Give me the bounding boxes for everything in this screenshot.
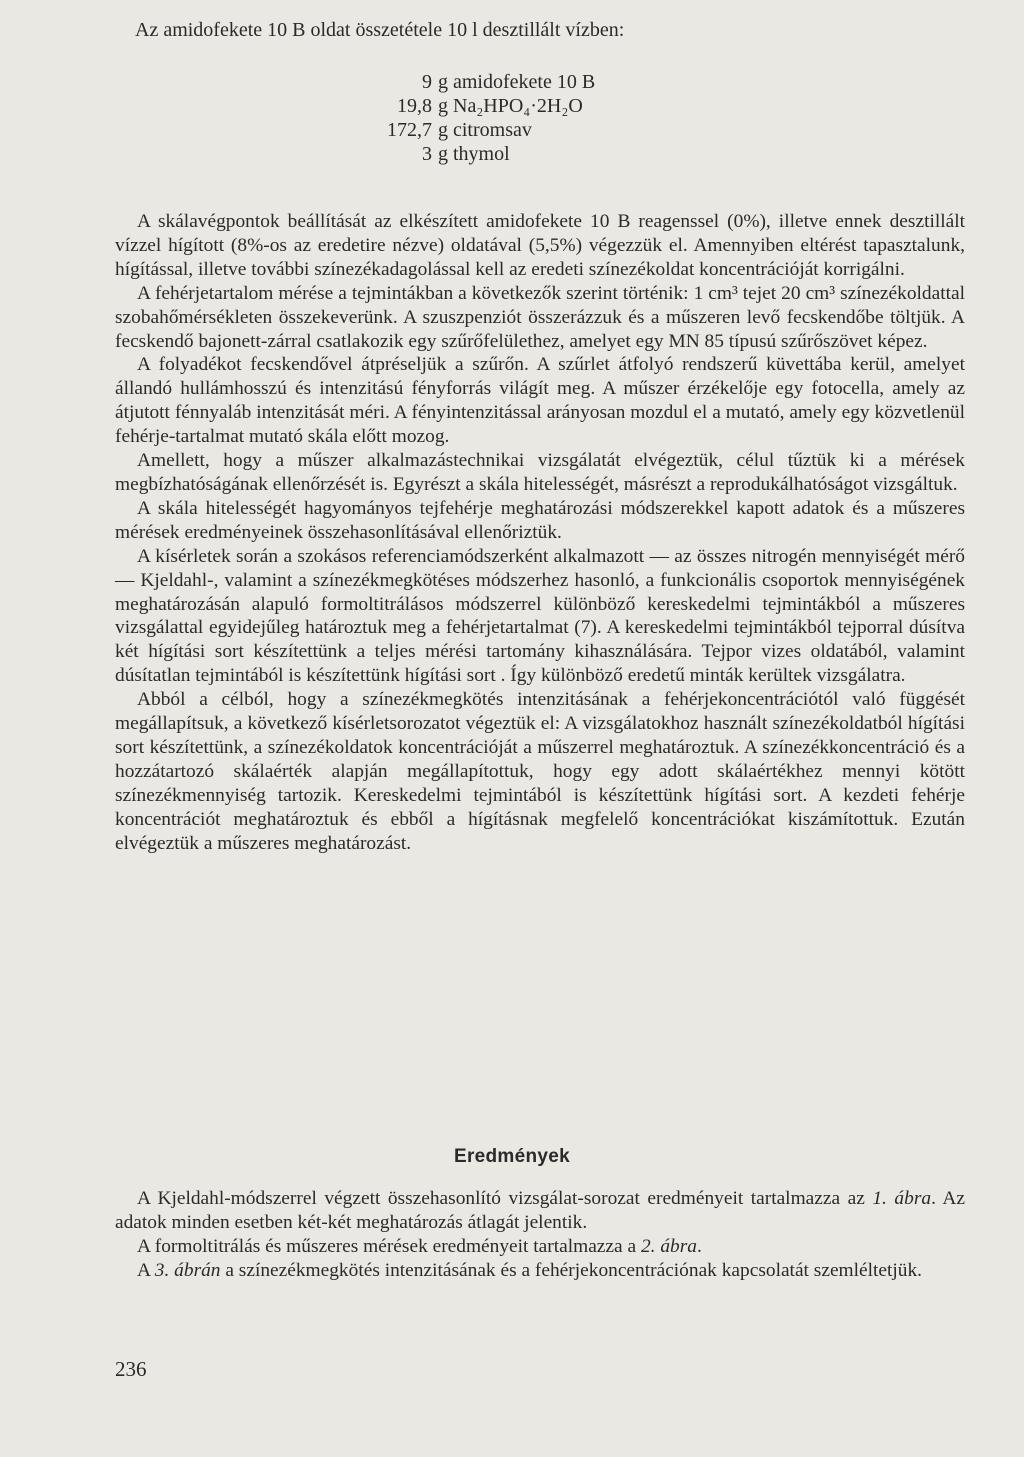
results-text-before: A formoltitrálás és műszeres mérések eredményeit tartalmazza a: [137, 1235, 641, 1257]
recipe-item: [358, 94, 595, 118]
section-heading: Eredmények: [453, 1146, 570, 1167]
body-text: [115, 210, 965, 855]
paragraph: A folyadékot fecskendővel átpréseljük a szűrőn. A szűrlet átfolyó rendszerű küvettába kerül, amelyet állandó hullámhosszú és intenzitású fényforrás világít meg. A műszer érzékelője egy fotocella, amely az átjutott fénnyaláb intenzitását méri. A fényintenzitással arányosan mozdul el a mutató, amely egy közvetlenül fehérje-tartalmat mutató skála előtt mozog.: [115, 354, 965, 448]
recipe-quantity: 3: [422, 143, 432, 165]
paragraph: Abból a célból, hogy a színezékmegkötés intenzitásának a fehérjekoncentrációtól való függését megállapítsuk, a következő kísérletsorozatot végeztük el: A vizsgálatokhoz használt színezékoldatból hígítási sort készítettünk, a színezékoldatok koncentrációját a műszerrel meghatároztuk. A színezékkoncentráció és a hozzátartozó skálaérték alapján megállapítottuk, hogy egy adott skálaértékhez mennyi kötött színezékmennyiség tartozik. Kereskedelmi tejmintából is készítettünk hígítási sort. A kezdeti fehérje koncentrációt meghatároztuk és ebből a hígításnak megfelelő koncentrációkat kiszámítottuk. Ezután elvégeztük a műszeres meghatározást.: [115, 689, 965, 854]
recipe-ingredient: g amidofekete 10 B: [438, 71, 596, 93]
paragraph: A skála hitelességét hagyományos tejfehérje meghatározási módszerekkel kapott adatok és a műszeres mérések eredményeinek összehasonlításával ellenőriztük.: [115, 497, 965, 543]
results-text-after: .: [696, 1235, 702, 1257]
results-text: [115, 1187, 965, 1283]
recipe-quantity: 172,7: [387, 119, 432, 141]
results-paragraph: [115, 1187, 965, 1235]
paragraph: Amellett, hogy a műszer alkalmazástechnikai vizsgálatát elvégeztük, célul tűztük ki a mérések megbízhatóságának ellenőrzését is. Egyrészt a skála hitelességét, másrészt a reprodukálhatóságot vizsgáltuk.: [115, 450, 965, 495]
results-text-before: A Kjeldahl-módszerrel végzett összehasonlító vizsgálat-sorozat eredményeit tartalmazza az: [137, 1188, 873, 1209]
recipe-list: [358, 70, 595, 166]
figure-reference: 1. ábra: [872, 1188, 932, 1209]
recipe-item: [358, 142, 595, 166]
results-text-after: . Az adatok minden esetben két-két meghatározás átlagát jelentik.: [115, 1188, 965, 1233]
recipe-ingredient: g thymol: [438, 143, 510, 165]
figure-reference: 3. ábrán: [154, 1259, 221, 1281]
recipe-ingredient: g Na₂HPO₄·2H₂O: [438, 95, 583, 117]
recipe-item: [358, 70, 595, 94]
recipe-item: [358, 118, 595, 142]
recipe-quantity: 19,8: [397, 95, 432, 117]
results-text-before: A: [137, 1259, 155, 1281]
results-text-after: a színezékmegkötés intenzitásának és a fehérjekoncentrációnak kapcsolatát szemléltetjük.: [220, 1259, 923, 1281]
figure-reference: 2. ábra: [640, 1235, 697, 1257]
intro-line: Az amidofekete 10 B oldat összetétele 10 l desztillált vízben:: [135, 19, 625, 41]
recipe-ingredient: g citromsav: [438, 119, 532, 141]
paragraph: A kísérletek során a szokásos referenciamódszerként alkalmazott — az összes nitrogén mennyiségét mérő — Kjeldahl-, valamint a színezékmegkötéses módszerhez hasonló, a funkcionális csoportok mennyiségének meghatározásán alapuló formoltitrálásos módszerrel különböző kereskedelmi tejmintákból a műszeres vizsgálattal egyidejűleg határoztuk meg a fehérjetartalmat (7). A kereskedelmi tejmintákból tejporral dúsítva két hígítási sort készítettünk a teljes mérési tartomány kihasználására. Tejpor vizes oldatából, valamint dúsítatlan tejmintából is készítettünk hígítási sort . Így különböző eredetű minták kerültek vizsgálatra.: [115, 545, 965, 687]
results-paragraph: [115, 1235, 965, 1259]
paragraph: A skálavégpontok beállítását az elkészített amidofekete 10 B reagenssel (0%), illetve ennek desztillált vízzel hígított (8%-os az eredetire nézve) oldatával (5,5%) végezzük el. Amennyiben eltérést tapasztalunk, hígítással, illetve további színezékadagolással kell az eredeti színezékoldat koncentrációját korrigálni.: [115, 211, 965, 280]
recipe-quantity: 9: [422, 71, 432, 93]
page-number: 236: [115, 1357, 147, 1381]
paragraph: A fehérjetartalom mérése a tejmintákban a következők szerint történik: 1 cm³ tejet 20 cm³ színezékoldattal szobahőmérsékleten összekeverünk. A szuszpenziót összerázzuk és a műszeren levő fecskendőbe töltjük. A fecskendő bajonett-zárral csatlakozik egy szűrőfelülethez, amelyet egy MN 85 típusú szűrőszövet képez.: [115, 282, 965, 352]
results-paragraph: [115, 1259, 965, 1283]
